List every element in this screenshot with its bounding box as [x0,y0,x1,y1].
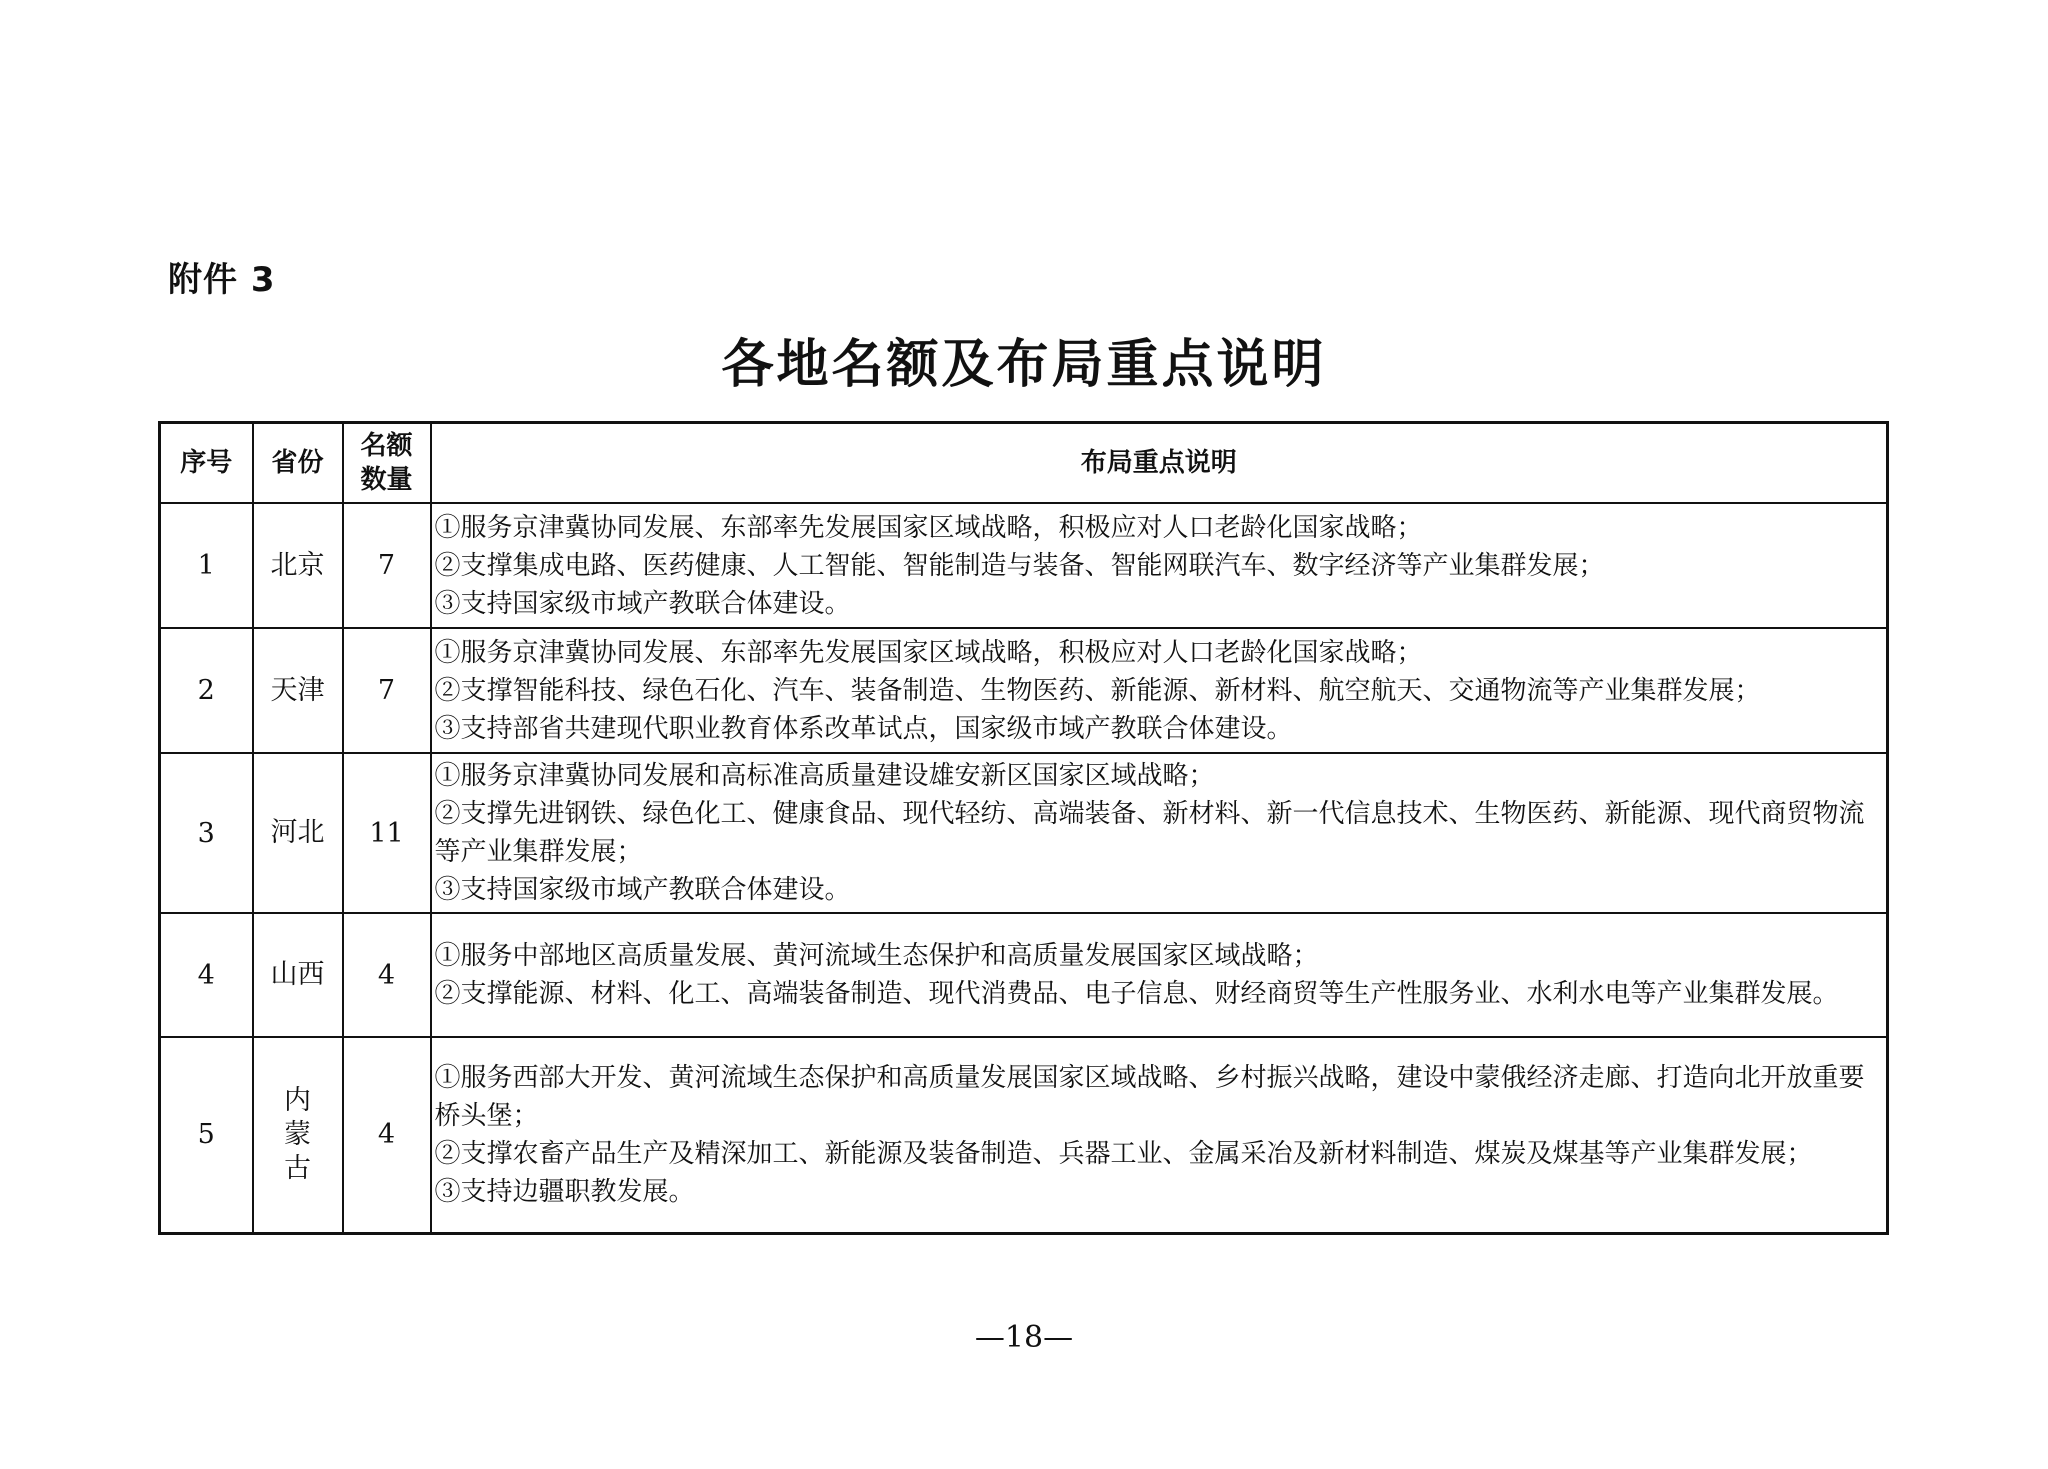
description-line: ③支持国家级市域产教联合体建设。 [434,875,851,905]
row-index: 2 [160,628,253,753]
table-row [160,1037,1888,1233]
row-description [431,503,1888,628]
attachment-label: 附件 3 [168,260,276,300]
row-description [431,628,1888,753]
table-row [160,913,1888,1037]
row-index: 4 [160,913,253,1037]
page-title: 各地名额及布局重点说明 [721,335,1327,395]
row-province: 山西 [253,913,343,1037]
table-row [160,503,1888,628]
description-line: ②支撑集成电路、医药健康、人工智能、智能制造与装备、智能网联汽车、数字经济等产业集群发展； [434,550,1605,581]
header-quota: 名额 数量 [343,423,431,504]
description-line: ②支撑智能科技、绿色石化、汽车、装备制造、生物医药、新能源、新材料、航空航天、交通物流等产业集群发展； [434,675,1761,706]
quota-table [158,421,1889,1235]
description-line: ③支持部省共建现代职业教育体系改革试点，国家级市域产教联合体建设。 [434,713,1293,744]
row-description [431,1037,1888,1233]
description-line: ①服务京津冀协同发展、东部率先发展国家区域战略，积极应对人口老龄化国家战略； [434,512,1423,543]
row-quota: 4 [343,1037,431,1233]
table-header-row [160,423,1888,504]
row-index: 1 [160,503,253,628]
table-row [160,753,1888,913]
row-index: 5 [160,1037,253,1233]
description-line: ①服务中部地区高质量发展、黄河流域生态保护和高质量发展国家区域战略； [434,941,1319,971]
description-line: ③支持边疆职教发展。 [434,1176,695,1207]
row-province: 北京 [253,503,343,628]
row-index: 3 [160,753,253,913]
page-number: —18— [974,1320,1074,1355]
description-line: ②支撑能源、材料、化工、高端装备制造、现代消费品、电子信息、财经商贸等生产性服务业、水利水电等产业集群发展。 [434,979,1839,1009]
header-description: 布局重点说明 [431,423,1888,504]
row-quota: 4 [343,913,431,1037]
description-line: ①服务西部大开发、黄河流域生态保护和高质量发展国家区域战略、乡村振兴战略，建设中蒙俄经济走廊、打造向北开放重要桥头堡； [434,1062,1865,1131]
table-row [160,628,1888,753]
description-line: ①服务京津冀协同发展和高标准高质量建设雄安新区国家区域战略； [434,761,1215,791]
description-line: ②支撑农畜产品生产及精深加工、新能源及装备制造、兵器工业、金属采冶及新材料制造、煤炭及煤基等产业集群发展； [434,1138,1813,1169]
description-line: ③支持国家级市域产教联合体建设。 [434,588,851,619]
row-description [431,753,1888,913]
row-province: 天津 [253,628,343,753]
row-quota: 7 [343,628,431,753]
row-quota: 11 [343,753,431,913]
header-index: 序号 [160,423,253,504]
row-province: 河北 [253,753,343,913]
description-line: ②支撑先进钢铁、绿色化工、健康食品、现代轻纺、高端装备、新材料、新一代信息技术、生物医药、新能源、现代商贸物流等产业集群发展； [434,799,1865,867]
row-province: 内蒙古 [253,1037,343,1233]
row-quota: 7 [343,503,431,628]
description-line: ①服务京津冀协同发展、东部率先发展国家区域战略，积极应对人口老龄化国家战略； [434,637,1423,668]
row-description [431,913,1888,1037]
header-province: 省份 [253,423,343,504]
